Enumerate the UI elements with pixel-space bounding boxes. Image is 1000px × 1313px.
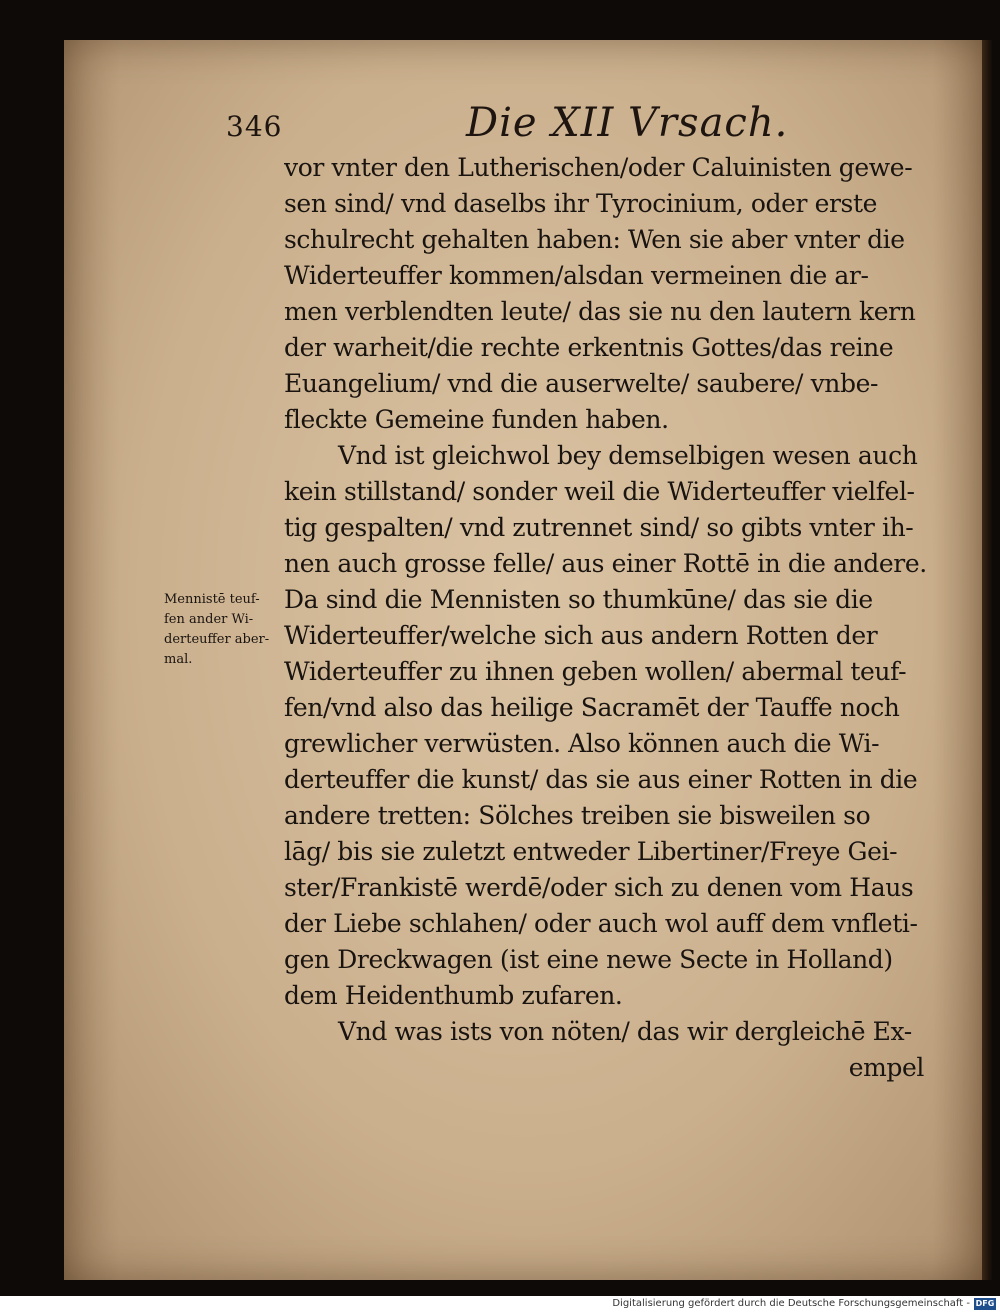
marginal-note [164,590,288,670]
body-text [284,150,944,1086]
text-line: derteuffer die kunst/ das sie aus einer Rotten in die [284,765,918,794]
text-line: der Liebe schlahen/ oder auch wol auff dem vnfleti- [284,909,918,938]
dfg-logo: DFG [975,1299,995,1308]
text-line: nen auch grosse felle/ aus einer Rottē in die andere. [284,549,927,578]
text-line: schulrecht gehalten haben: Wen sie aber vnter die [284,225,905,254]
text-line: kein stillstand/ sonder weil die Widerteuffer vielfel- [284,477,915,506]
text-line: lāg/ bis sie zuletzt entweder Libertiner/Freye Gei- [284,837,898,866]
text-line: Euangelium/ vnd die auserwelte/ saubere/ vnbe- [284,369,879,398]
catchword: empel [848,1053,924,1082]
text-line: gen Dreckwagen (ist eine newe Secte in Holland) [284,945,893,974]
text-line: Vnd was ists von nöten/ das wir dergleichē Ex- [338,1017,912,1046]
text-line: Widerteuffer zu ihnen geben wollen/ abermal teuf- [284,657,907,686]
text-line: Da sind die Mennisten so thumkūne/ das sie die [284,585,873,614]
text-line: fleckte Gemeine funden haben. [284,405,669,434]
text-line: ster/Frankistē werdē/oder sich zu denen vom Haus [284,873,914,902]
page-number: 346 [226,110,283,143]
marginal-note-line: Mennistē teuf- [164,592,260,607]
book-spine-edge [982,40,992,1280]
text-line: Widerteuffer kommen/alsdan vermeinen die ar- [284,261,869,290]
text-line: fen/vnd also das heilige Sacramēt der Tauffe noch [284,693,900,722]
text-line: der warheit/die rechte erkentnis Gottes/das reine [284,333,894,362]
marginal-note-line: mal. [164,652,193,667]
marginal-note-line: derteuffer aber- [164,632,270,647]
text-line: vor vnter den Lutherischen/oder Caluinisten gewe- [284,153,913,182]
text-line: sen sind/ vnd daselbs ihr Tyrocinium, oder erste [284,189,878,218]
text-line: andere tretten: Sölches treiben sie bisweilen so [284,801,871,830]
text-line: Vnd ist gleichwol bey demselbigen wesen auch [338,441,918,470]
marginal-note-line: fen ander Wi- [164,612,254,627]
text-line: Widerteuffer/welche sich aus andern Rotten der [284,621,878,650]
text-line: grewlicher verwüsten. Also können auch die Wi- [284,729,880,758]
text-line: dem Heidenthumb zufaren. [284,981,623,1010]
text-line: tig gespalten/ vnd zutrennet sind/ so gibts vnter ih- [284,513,914,542]
digitization-credit: Digitalisierung gefördert durch die Deutsche Forschungsgemeinschaft - [612,1298,970,1309]
text-line: men verblendten leute/ das sie nu den lautern kern [284,297,916,326]
running-title: Die XII Vrsach. [466,100,789,146]
